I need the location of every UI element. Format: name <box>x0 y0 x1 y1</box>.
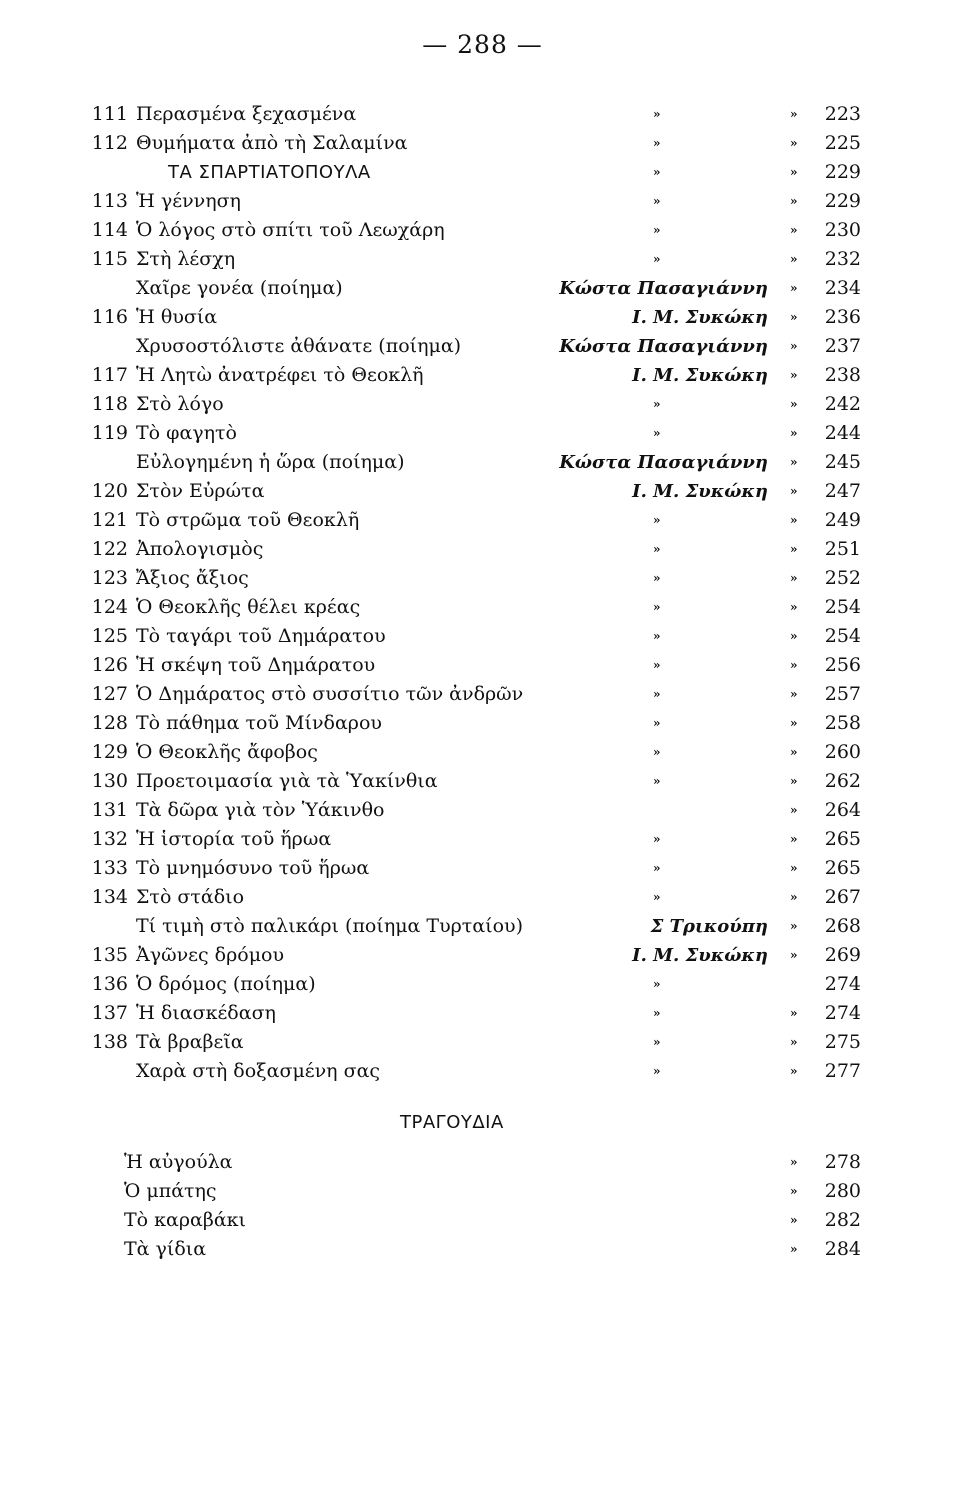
entry-title: Ἀπολογισμὸς <box>136 538 264 560</box>
entry-title: Ἡ θυσία <box>136 306 218 328</box>
entry-author: Κώστα Πασαγιάννη <box>559 336 768 357</box>
toc-row <box>78 419 878 448</box>
entry-author: Σ Τρικούπη <box>650 916 768 937</box>
toc-row <box>78 1057 878 1086</box>
entry-title: Χρυσοστόλιστε ἀθάνατε (ποίημα) <box>136 335 462 357</box>
entry-title: Ἡ διασκέδαση <box>136 1002 276 1024</box>
entry-title: Ὁ Δημάρατος στὸ συσσίτιο τῶν ἀνδρῶν <box>136 683 524 705</box>
ditto-mark: » <box>790 165 798 179</box>
entry-page: 252 <box>824 567 861 589</box>
entry-number: 115 <box>91 248 128 270</box>
toc-row <box>78 477 878 506</box>
entry-page: 265 <box>824 857 861 879</box>
ditto-mark: » <box>790 919 798 933</box>
songs-heading: ΤΡΑΓΟΥΔΙΑ <box>400 1112 504 1133</box>
entry-title: Εὐλογημένη ἡ ὥρα (ποίημα) <box>136 451 405 473</box>
toc-row <box>78 796 878 825</box>
ditto-mark: » <box>790 281 798 295</box>
ditto-mark: » <box>790 484 798 498</box>
entry-number: 124 <box>91 596 128 618</box>
toc-row <box>78 1028 878 1057</box>
song-title: Τὰ γίδια <box>124 1238 207 1260</box>
ditto-mark: » <box>790 774 798 788</box>
toc-row <box>78 390 878 419</box>
entry-page: 256 <box>824 654 861 676</box>
ditto-mark: » <box>653 745 661 759</box>
ditto-mark: » <box>790 1035 798 1049</box>
entry-page: 234 <box>824 277 861 299</box>
song-title: Ἡ αὐγούλα <box>124 1151 233 1173</box>
toc-row <box>78 535 878 564</box>
song-row <box>78 1148 878 1177</box>
toc-row <box>78 564 878 593</box>
entry-page: 269 <box>824 944 861 966</box>
entry-number: 137 <box>91 1002 128 1024</box>
entry-title: Ἡ γέννηση <box>136 190 241 212</box>
entry-title: Τὸ πάθημα τοῦ Μίνδαρου <box>136 712 382 734</box>
ditto-mark: » <box>790 1155 798 1169</box>
ditto-mark: » <box>790 542 798 556</box>
entry-page: 225 <box>824 132 861 154</box>
ditto-mark: » <box>790 948 798 962</box>
entry-number: 114 <box>91 219 128 241</box>
song-row <box>78 1206 878 1235</box>
toc-row <box>78 448 878 477</box>
entry-title: Ἡ ἱστορία τοῦ ἥρωα <box>136 828 332 850</box>
toc-row <box>78 854 878 883</box>
ditto-mark: » <box>790 629 798 643</box>
entry-page: 229 <box>824 161 861 183</box>
ditto-mark: » <box>790 571 798 585</box>
toc-row <box>78 361 878 390</box>
entry-number: 134 <box>91 886 128 908</box>
song-row <box>78 1177 878 1206</box>
entry-page: 244 <box>824 422 861 444</box>
toc-row <box>78 970 878 999</box>
ditto-mark: » <box>790 194 798 208</box>
ditto-mark: » <box>653 687 661 701</box>
table-of-contents <box>78 100 878 1086</box>
entry-page: 268 <box>824 915 861 937</box>
entry-number: 113 <box>91 190 128 212</box>
toc-row <box>78 883 878 912</box>
entry-number: 133 <box>91 857 128 879</box>
entry-number: 123 <box>91 567 128 589</box>
entry-page: 251 <box>824 538 861 560</box>
ditto-mark: » <box>653 252 661 266</box>
ditto-mark: » <box>653 223 661 237</box>
ditto-mark: » <box>790 658 798 672</box>
entry-number: 120 <box>91 480 128 502</box>
ditto-mark: » <box>653 861 661 875</box>
entry-author: Ι. Μ. Συκώκη <box>632 307 768 328</box>
ditto-mark: » <box>790 252 798 266</box>
entry-title: Θυμήματα ἀπὸ τὴ Σαλαμίνα <box>136 132 408 154</box>
entry-number: 126 <box>91 654 128 676</box>
ditto-mark: » <box>653 832 661 846</box>
ditto-mark: » <box>790 455 798 469</box>
ditto-mark: » <box>653 107 661 121</box>
entry-page: 275 <box>824 1031 861 1053</box>
page-number: — 288 — <box>422 30 543 59</box>
toc-row <box>78 506 878 535</box>
ditto-mark: » <box>790 339 798 353</box>
toc-row <box>78 274 878 303</box>
ditto-mark: » <box>790 310 798 324</box>
entry-page: 265 <box>824 828 861 850</box>
ditto-mark: » <box>790 368 798 382</box>
ditto-mark: » <box>790 136 798 150</box>
entry-number: 121 <box>91 509 128 531</box>
entry-author: Ι. Μ. Συκώκη <box>632 481 768 502</box>
entry-page: 267 <box>824 886 861 908</box>
toc-row <box>78 158 878 187</box>
entry-title: Περασμένα ξεχασμένα <box>136 103 357 125</box>
entry-page: 229 <box>824 190 861 212</box>
songs-list <box>78 1148 878 1264</box>
entry-title: Ἡ Λητὼ ἀνατρέφει τὸ Θεοκλῆ <box>136 364 424 386</box>
entry-title: Ὁ λόγος στὸ σπίτι τοῦ Λεωχάρη <box>136 219 445 241</box>
ditto-mark: » <box>790 1242 798 1256</box>
toc-row <box>78 622 878 651</box>
toc-row <box>78 767 878 796</box>
ditto-mark: » <box>790 223 798 237</box>
toc-row <box>78 332 878 361</box>
entry-title: Ἀγῶνες δρόμου <box>136 944 285 966</box>
ditto-mark: » <box>653 1064 661 1078</box>
toc-row <box>78 738 878 767</box>
ditto-mark: » <box>790 513 798 527</box>
entry-page: 262 <box>824 770 861 792</box>
ditto-mark: » <box>653 600 661 614</box>
entry-page: 264 <box>824 799 861 821</box>
entry-page: 232 <box>824 248 861 270</box>
entry-page: 230 <box>824 219 861 241</box>
ditto-mark: » <box>790 1213 798 1227</box>
entry-title: Τὰ δῶρα γιὰ τὸν Ὑάκινθο <box>136 799 385 821</box>
entry-number: 119 <box>91 422 128 444</box>
toc-row <box>78 825 878 854</box>
entry-title: Τὸ στρῶμα τοῦ Θεοκλῆ <box>136 509 360 531</box>
ditto-mark: » <box>790 600 798 614</box>
toc-row <box>78 593 878 622</box>
song-page: 278 <box>824 1151 861 1173</box>
section-title: ΤΑ ΣΠΑΡΤΙΑΤΟΠΟΥΛΑ <box>168 162 371 183</box>
toc-row <box>78 680 878 709</box>
entry-number: 127 <box>91 683 128 705</box>
entry-title: Τὰ βραβεῖα <box>136 1031 244 1053</box>
entry-title: Τί τιμὴ στὸ παλικάρι (ποίημα Τυρταίου) <box>136 915 524 937</box>
entry-author: Ι. Μ. Συκώκη <box>632 365 768 386</box>
ditto-mark: » <box>653 397 661 411</box>
entry-author: Κώστα Πασαγιάννη <box>559 278 768 299</box>
entry-page: 274 <box>824 973 861 995</box>
entry-title: Ὁ Θεοκλῆς ἄφοβος <box>136 741 318 763</box>
entry-author: Ι. Μ. Συκώκη <box>632 945 768 966</box>
entry-title: Τὸ φαγητὸ <box>136 422 237 444</box>
entry-page: 277 <box>824 1060 861 1082</box>
entry-number: 122 <box>91 538 128 560</box>
entry-title: Στὸ στάδιο <box>136 886 245 908</box>
ditto-mark: » <box>653 513 661 527</box>
toc-row <box>78 651 878 680</box>
entry-author: Κώστα Πασαγιάννη <box>559 452 768 473</box>
entry-page: 245 <box>824 451 861 473</box>
ditto-mark: » <box>790 1064 798 1078</box>
entry-page: 254 <box>824 625 861 647</box>
ditto-mark: » <box>653 542 661 556</box>
entry-title: Ὁ δρόμος (ποίημα) <box>136 973 316 995</box>
song-row <box>78 1235 878 1264</box>
ditto-mark: » <box>790 716 798 730</box>
entry-title: Στὸ λόγο <box>136 393 224 415</box>
entry-title: Τὸ ταγάρι τοῦ Δημάρατου <box>136 625 386 647</box>
song-page: 282 <box>824 1209 861 1231</box>
entry-number: 129 <box>91 741 128 763</box>
ditto-mark: » <box>653 629 661 643</box>
ditto-mark: » <box>653 774 661 788</box>
ditto-mark: » <box>653 136 661 150</box>
ditto-mark: » <box>653 977 661 991</box>
entry-title: Ἄξιος ἄξιος <box>136 567 249 589</box>
entry-page: 254 <box>824 596 861 618</box>
ditto-mark: » <box>790 832 798 846</box>
entry-number: 116 <box>91 306 128 328</box>
entry-number: 135 <box>91 944 128 966</box>
entry-title: Ὁ Θεοκλῆς θέλει κρέας <box>136 596 361 618</box>
toc-row <box>78 303 878 332</box>
entry-page: 274 <box>824 1002 861 1024</box>
entry-number: 112 <box>91 132 128 154</box>
entry-title: Τὸ μνημόσυνο τοῦ ἥρωα <box>136 857 370 879</box>
entry-number: 125 <box>91 625 128 647</box>
toc-row <box>78 912 878 941</box>
ditto-mark: » <box>790 687 798 701</box>
entry-number: 118 <box>91 393 128 415</box>
ditto-mark: » <box>653 165 661 179</box>
ditto-mark: » <box>653 1035 661 1049</box>
entry-page: 223 <box>824 103 861 125</box>
ditto-mark: » <box>790 1184 798 1198</box>
entry-page: 247 <box>824 480 861 502</box>
entry-number: 131 <box>91 799 128 821</box>
ditto-mark: » <box>653 426 661 440</box>
entry-page: 242 <box>824 393 861 415</box>
entry-page: 257 <box>824 683 861 705</box>
ditto-mark: » <box>790 803 798 817</box>
entry-number: 117 <box>91 364 128 386</box>
entry-title: Στὸν Εὐρώτα <box>136 480 265 502</box>
ditto-mark: » <box>653 571 661 585</box>
entry-page: 258 <box>824 712 861 734</box>
entry-title: Ἡ σκέψη τοῦ Δημάρατου <box>136 654 376 676</box>
ditto-mark: » <box>653 658 661 672</box>
toc-row <box>78 245 878 274</box>
entry-page: 249 <box>824 509 861 531</box>
entry-title: Χαῖρε γονέα (ποίημα) <box>136 277 343 299</box>
toc-row <box>78 100 878 129</box>
entry-page: 237 <box>824 335 861 357</box>
entry-number: 130 <box>91 770 128 792</box>
toc-row <box>78 709 878 738</box>
toc-row <box>78 187 878 216</box>
ditto-mark: » <box>790 426 798 440</box>
song-page: 284 <box>824 1238 861 1260</box>
toc-row <box>78 999 878 1028</box>
ditto-mark: » <box>790 890 798 904</box>
entry-number: 128 <box>91 712 128 734</box>
entry-number: 132 <box>91 828 128 850</box>
ditto-mark: » <box>653 1006 661 1020</box>
ditto-mark: » <box>790 107 798 121</box>
entry-title: Στὴ λέσχη <box>136 248 236 270</box>
ditto-mark: » <box>653 194 661 208</box>
entry-number: 138 <box>91 1031 128 1053</box>
toc-row <box>78 129 878 158</box>
entry-number: 136 <box>91 973 128 995</box>
ditto-mark: » <box>790 1006 798 1020</box>
entry-page: 238 <box>824 364 861 386</box>
entry-page: 236 <box>824 306 861 328</box>
entry-title: Προετοιμασία γιὰ τὰ Ὑακίνθια <box>136 770 438 792</box>
entry-page: 260 <box>824 741 861 763</box>
entry-title: Χαρὰ στὴ δοξασμένη σας <box>136 1060 381 1082</box>
ditto-mark: » <box>790 861 798 875</box>
ditto-mark: » <box>790 397 798 411</box>
song-title: Ὁ μπάτης <box>124 1180 217 1202</box>
toc-row <box>78 216 878 245</box>
ditto-mark: » <box>653 716 661 730</box>
toc-row <box>78 941 878 970</box>
ditto-mark: » <box>790 745 798 759</box>
song-title: Τὸ καραβάκι <box>124 1209 246 1231</box>
entry-number: 111 <box>91 103 128 125</box>
song-page: 280 <box>824 1180 861 1202</box>
ditto-mark: » <box>653 890 661 904</box>
